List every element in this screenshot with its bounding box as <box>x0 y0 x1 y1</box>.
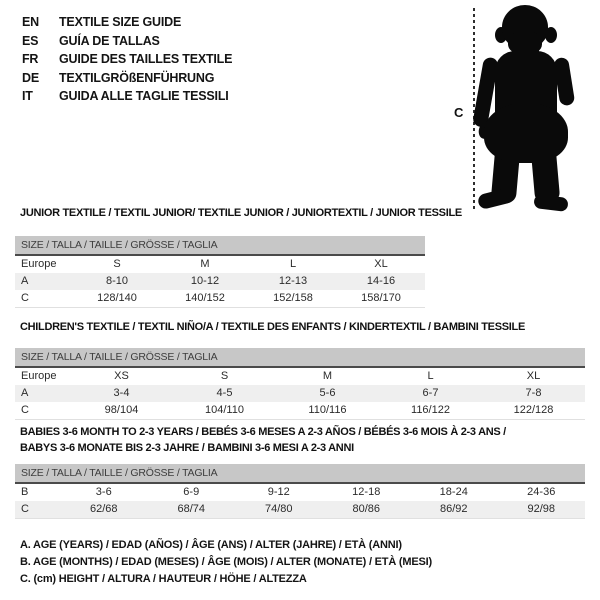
baby-silhouette <box>478 5 576 210</box>
lang-row-it <box>22 87 232 106</box>
children-table-title: CHILDREN'S TEXTILE / TEXTIL NIÑO/A / TEXTILE DES ENFANTS / KINDERTEXTIL / BAMBINI TESSILE <box>20 321 525 333</box>
table-cell: 24-36 <box>527 486 556 498</box>
row-label: B <box>21 486 29 498</box>
table-row-months <box>15 483 585 501</box>
row-label: Europe <box>21 370 57 382</box>
size-header-row <box>15 236 425 255</box>
lang-row-es <box>22 32 232 51</box>
size-header-cell: SIZE / TALLA / TAILLE / GRÖSSE / TAGLIA <box>15 348 585 367</box>
size-header-cell: SIZE / TALLA / TAILLE / GRÖSSE / TAGLIA <box>15 236 425 255</box>
table-row-age <box>15 273 425 290</box>
table-cell: 152/158 <box>249 290 337 308</box>
lang-row-fr <box>22 50 232 69</box>
table-cell: 158/170 <box>337 290 425 308</box>
table-cell: 12-18 <box>352 486 381 498</box>
junior-size-table <box>15 236 425 308</box>
table-cell: 8-10 <box>73 273 161 290</box>
babies-size-table <box>15 464 585 519</box>
size-header-row <box>15 464 585 483</box>
lang-title: TEXTILE SIZE GUIDE <box>59 15 182 29</box>
size-header-row <box>15 348 585 367</box>
lang-title: GUÍA DE TALLAS <box>59 33 160 48</box>
lang-code: DE <box>22 70 39 85</box>
table-row-europe <box>15 367 585 385</box>
table-cell: 80/86 <box>323 501 411 519</box>
table-cell: 7-8 <box>482 385 585 402</box>
babies-table-title-line1: BABIES 3-6 MONTH TO 2-3 YEARS / BEBÉS 3-6 MESES A 2-3 AÑOS / BÉBÉS 3-6 MOIS À 2-3 ANS / <box>20 426 506 438</box>
table-row-height <box>15 501 585 519</box>
table-cell: L <box>289 258 297 270</box>
table-cell: L <box>427 370 434 382</box>
row-label: A <box>15 385 70 402</box>
table-cell: 14-16 <box>337 273 425 290</box>
table-cell: 6-9 <box>183 486 200 498</box>
silhouette-foot-left <box>477 187 516 210</box>
table-cell: M <box>322 370 333 382</box>
table-cell: 4-5 <box>173 385 276 402</box>
table-row-europe <box>15 255 425 273</box>
lang-title: GUIDA ALLE TAGLIE TESSILI <box>59 89 229 103</box>
babies-table-title-line2: BABYS 3-6 MONATE BIS 2-3 JAHRE / BAMBINI 3-6 MESI A 2-3 ANNI <box>20 442 354 454</box>
table-cell: 68/74 <box>148 501 236 519</box>
footnote-height: C. (cm) HEIGHT / ALTURA / HAUTEUR / HÖHE / ALTEZZA <box>20 573 307 585</box>
lang-code: FR <box>22 52 39 66</box>
table-cell: S <box>113 258 121 270</box>
language-header <box>22 13 232 106</box>
junior-table-title: JUNIOR TEXTILE / TEXTIL JUNIOR/ TEXTILE JUNIOR / JUNIORTEXTIL / JUNIOR TESSILE <box>20 207 462 219</box>
table-cell: 74/80 <box>235 501 323 519</box>
table-cell: 3-4 <box>70 385 173 402</box>
table-cell: 62/68 <box>60 501 148 519</box>
lang-title: GUIDE DES TAILLES TEXTILE <box>59 52 233 66</box>
table-cell: 128/140 <box>73 290 161 308</box>
table-cell: XL <box>526 370 541 382</box>
table-cell: 140/152 <box>161 290 249 308</box>
lang-title: TEXTILGRÖßENFÜHRUNG <box>59 70 215 85</box>
lang-row-en <box>22 13 232 32</box>
table-cell: M <box>200 258 210 270</box>
table-cell: 18-24 <box>439 486 468 498</box>
table-row-height <box>15 402 585 420</box>
table-cell: 9-12 <box>267 486 290 498</box>
table-cell: 5-6 <box>276 385 379 402</box>
table-cell: 6-7 <box>379 385 482 402</box>
table-row-age <box>15 385 585 402</box>
row-label: A <box>15 273 73 290</box>
size-header-cell: SIZE / TALLA / TAILLE / GRÖSSE / TAGLIA <box>15 464 585 483</box>
lang-code: ES <box>22 33 39 48</box>
silhouette-shorts <box>484 103 568 163</box>
row-label: Europe <box>21 258 57 270</box>
table-cell: 92/98 <box>498 501 586 519</box>
table-cell: 86/92 <box>410 501 498 519</box>
table-cell: 110/116 <box>276 402 379 420</box>
lang-code: IT <box>22 89 33 103</box>
row-label: C <box>15 402 70 420</box>
footnote-age-months: B. AGE (MONTHS) / EDAD (MESES) / ÂGE (MOIS) / ALTER (MONATE) / ETÀ (MESI) <box>20 556 432 568</box>
table-cell: 12-13 <box>249 273 337 290</box>
lang-code: EN <box>22 15 39 29</box>
lang-row-de <box>22 69 232 88</box>
table-cell: XS <box>114 370 129 382</box>
height-measure-label: C <box>454 105 464 120</box>
table-cell: 116/122 <box>379 402 482 420</box>
table-cell: 122/128 <box>482 402 585 420</box>
row-label: C <box>15 501 60 519</box>
silhouette-foot-right <box>533 194 568 212</box>
table-cell: 3-6 <box>95 486 112 498</box>
table-cell: 10-12 <box>161 273 249 290</box>
row-label: C <box>15 290 73 308</box>
table-cell: 98/104 <box>70 402 173 420</box>
table-cell: 104/110 <box>173 402 276 420</box>
table-cell: XL <box>374 258 388 270</box>
table-row-height <box>15 290 425 308</box>
children-size-table <box>15 348 585 420</box>
table-cell: S <box>220 370 229 382</box>
legend-footnotes <box>20 537 432 588</box>
footnote-age-years: A. AGE (YEARS) / EDAD (AÑOS) / ÂGE (ANS) / ALTER (JAHRE) / ETÀ (ANNI) <box>20 539 402 551</box>
